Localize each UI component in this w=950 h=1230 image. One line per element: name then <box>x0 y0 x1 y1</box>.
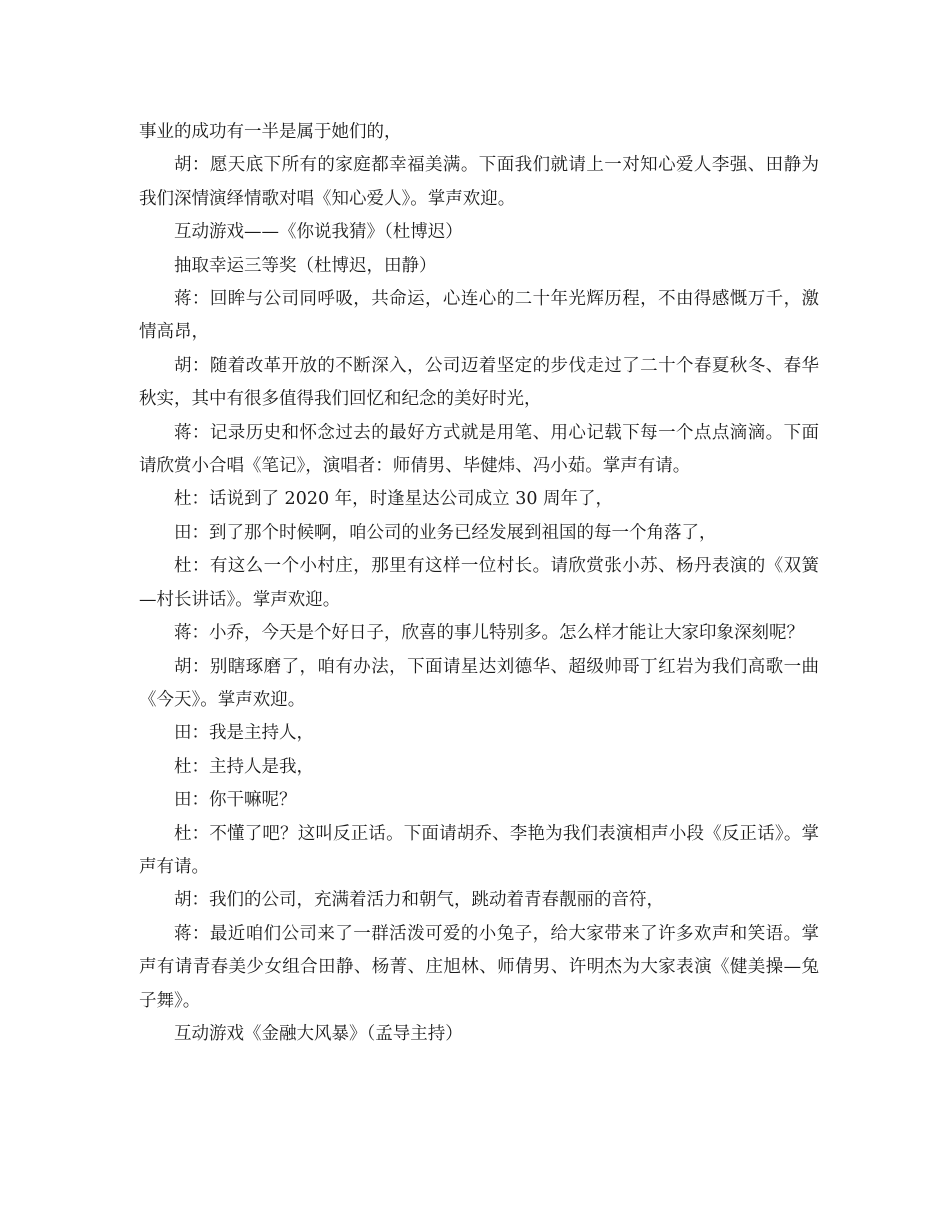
document-body <box>139 116 819 1051</box>
paragraph: 互动游戏——《你说我猜》（杜博迟） <box>174 222 463 243</box>
paragraph: 胡：愿天底下所有的家庭都幸福美满。下面我们就请上一对知心爱人李强、田静为我们深情演绎情歌对唱《知心爱人》。掌声欢迎。 <box>139 155 819 209</box>
paragraph: 杜：不懂了吧？这叫反正话。下面请胡乔、李艳为我们表演相声小段《反正话》。掌声有请。 <box>139 823 819 877</box>
paragraph: 胡：随着改革开放的不断深入，公司迈着坚定的步伐走过了二十个春夏秋冬、春华秋实，其中有很多值得我们回忆和纪念的美好时光， <box>139 355 819 410</box>
paragraph: 田：我是主持人， <box>174 723 314 744</box>
paragraph: 互动游戏《金融大风暴》（孟导主持） <box>174 1023 463 1044</box>
paragraph: 蒋：最近咱们公司来了一群活泼可爱的小兔子，给大家带来了许多欢声和笑语。掌声有请青春美少女组合田静、杨菁、庄旭林、师倩男、许明杰为大家表演《健美操—兔子舞》。 <box>139 923 819 1011</box>
paragraph: 杜：主持人是我， <box>174 756 314 777</box>
paragraph: 胡：别瞎琢磨了，咱有办法，下面请星达刘德华、超级帅哥丁红岩为我们高歌一曲《今天》。掌声欢迎。 <box>139 656 819 710</box>
paragraph: 事业的成功有一半是属于她们的， <box>139 122 402 142</box>
paragraph: 杜：话说到了 2020 年，时逢星达公司成立 30 周年了， <box>174 489 614 510</box>
paragraph: 抽取幸运三等奖（杜博迟，田静） <box>174 255 437 276</box>
paragraph: 蒋：小乔，今天是个好日子，欣喜的事儿特别多。怎么样才能让大家印象深刻呢？ <box>174 623 804 644</box>
paragraph: 胡：我们的公司，充满着活力和朝气，跳动着青春靓丽的音符， <box>174 890 664 911</box>
paragraph: 田：到了那个时候啊，咱公司的业务已经发展到祖国的每一个角落了， <box>174 522 717 543</box>
paragraph: 田：你干嘛呢？ <box>174 790 297 811</box>
paragraph: 蒋：记录历史和怀念过去的最好方式就是用笔、用心记载下每一个点点滴滴。下面请欣赏小合唱《笔记》，演唱者：师倩男、毕健炜、冯小茹。掌声有请。 <box>139 422 819 477</box>
paragraph: 蒋：回眸与公司同呼吸，共命运，心连心的二十年光辉历程，不由得感慨万千，激情高昂， <box>139 289 819 343</box>
paragraph: 杜：有这么一个小村庄，那里有这样一位村长。请欣赏张小苏、杨丹表演的《双簧—村长讲话》。掌声欢迎。 <box>139 556 819 610</box>
